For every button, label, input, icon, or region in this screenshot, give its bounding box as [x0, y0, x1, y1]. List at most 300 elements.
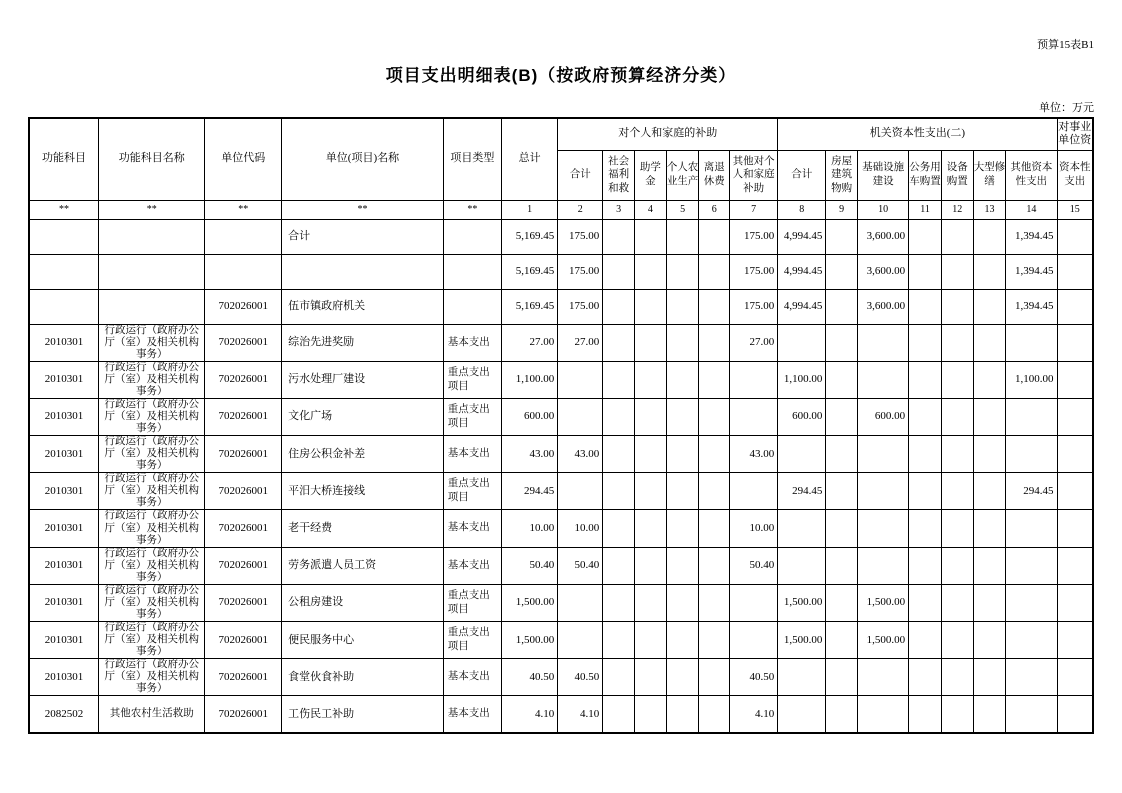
table-cell: 702026001: [205, 584, 282, 621]
table-cell: [1006, 436, 1057, 473]
header-group-row: [29, 118, 1093, 150]
table-cell: [558, 584, 603, 621]
table-cell: 702026001: [205, 696, 282, 733]
table-cell: 1,394.45: [1006, 289, 1057, 324]
header-institution-capital-top: 对事业单位资: [1057, 118, 1093, 150]
table-cell: [99, 254, 205, 289]
table-cell: [778, 436, 826, 473]
table-cell: [603, 361, 635, 398]
header-unit-project-name: 单位(项目)名称: [282, 118, 444, 200]
table-cell: 2010301: [29, 473, 99, 510]
table-cell: [941, 584, 973, 621]
column-number-cell: 13: [973, 200, 1006, 219]
table-cell: [699, 398, 730, 435]
table-cell: [826, 398, 858, 435]
table-cell: 文化广场: [282, 398, 444, 435]
table-cell: [1057, 361, 1093, 398]
table-cell: [1057, 219, 1093, 254]
table-cell: [29, 254, 99, 289]
header-equipment: 设备购置: [941, 150, 973, 200]
table-cell: 3,600.00: [858, 289, 909, 324]
column-number-cell: **: [282, 200, 444, 219]
table-cell: [973, 361, 1006, 398]
table-cell: [941, 289, 973, 324]
table-cell: 10.00: [558, 510, 603, 547]
table-cell: [973, 510, 1006, 547]
table-cell: [699, 584, 730, 621]
table-cell: [666, 473, 699, 510]
table-cell: [941, 254, 973, 289]
table-cell: 伍市镇政府机关: [282, 289, 444, 324]
table-cell: [666, 659, 699, 696]
table-cell: 702026001: [205, 289, 282, 324]
table-cell: [941, 547, 973, 584]
column-number-cell: 8: [778, 200, 826, 219]
column-number-cell: 7: [730, 200, 778, 219]
table-cell: 2010301: [29, 584, 99, 621]
table-cell: 1,100.00: [502, 361, 558, 398]
column-number-cell: **: [443, 200, 501, 219]
table-cell: [778, 510, 826, 547]
table-cell: [941, 696, 973, 733]
table-cell: 行政运行（政府办公厅（室）及相关机构事务）: [99, 547, 205, 584]
column-number-cell: **: [99, 200, 205, 219]
table-cell: 175.00: [558, 219, 603, 254]
table-cell: [666, 254, 699, 289]
table-cell: [1006, 324, 1057, 361]
header-project-type: 项目类型: [443, 118, 501, 200]
table-cell: 1,500.00: [778, 622, 826, 659]
table-row: [29, 584, 1093, 621]
table-cell: [858, 436, 909, 473]
table-cell: 175.00: [730, 254, 778, 289]
table-cell: [666, 584, 699, 621]
table-cell: [699, 254, 730, 289]
table-cell: [1006, 584, 1057, 621]
table-row: [29, 324, 1093, 361]
table-cell: [699, 289, 730, 324]
table-cell: [909, 696, 942, 733]
budget-table: [28, 117, 1094, 734]
table-cell: 4.10: [502, 696, 558, 733]
table-cell: [603, 473, 635, 510]
table-cell: 175.00: [558, 289, 603, 324]
table-cell: [826, 254, 858, 289]
table-cell: 行政运行（政府办公厅（室）及相关机构事务）: [99, 361, 205, 398]
table-cell: [909, 324, 942, 361]
table-cell: 重点支出项目: [443, 398, 501, 435]
table-cell: [603, 254, 635, 289]
table-cell: [282, 254, 444, 289]
header-code-row: [29, 200, 1093, 219]
table-cell: 合计: [282, 219, 444, 254]
table-cell: [826, 289, 858, 324]
table-cell: [666, 622, 699, 659]
table-cell: [603, 547, 635, 584]
table-cell: [730, 584, 778, 621]
table-cell: [1006, 659, 1057, 696]
table-cell: [1057, 324, 1093, 361]
table-cell: [443, 254, 501, 289]
table-cell: 重点支出项目: [443, 361, 501, 398]
table-cell: [973, 622, 1006, 659]
table-cell: [941, 659, 973, 696]
table-cell: 175.00: [730, 219, 778, 254]
table-cell: [941, 398, 973, 435]
table-cell: 食堂伙食补助: [282, 659, 444, 696]
table-cell: [635, 696, 667, 733]
header-retirement: 离退休费: [699, 150, 730, 200]
column-number-cell: 3: [603, 200, 635, 219]
table-cell: 175.00: [558, 254, 603, 289]
table-cell: [635, 398, 667, 435]
table-row: [29, 547, 1093, 584]
table-cell: [826, 547, 858, 584]
table-cell: 3,600.00: [858, 219, 909, 254]
table-cell: [730, 622, 778, 659]
table-cell: 3,600.00: [858, 254, 909, 289]
table-row: [29, 622, 1093, 659]
table-cell: [973, 436, 1006, 473]
table-cell: [909, 659, 942, 696]
table-cell: 600.00: [858, 398, 909, 435]
table-row: [29, 510, 1093, 547]
table-cell: 重点支出项目: [443, 622, 501, 659]
table-cell: 4,994.45: [778, 254, 826, 289]
table-cell: [973, 324, 1006, 361]
table-cell: [603, 398, 635, 435]
table-cell: [666, 398, 699, 435]
table-cell: 1,500.00: [858, 584, 909, 621]
table-cell: [666, 696, 699, 733]
header-personal-total: 合计: [558, 150, 603, 200]
table-cell: 行政运行（政府办公厅（室）及相关机构事务）: [99, 584, 205, 621]
table-cell: [973, 659, 1006, 696]
table-cell: [29, 289, 99, 324]
header-grand-total: 总计: [502, 118, 558, 200]
table-cell: [826, 584, 858, 621]
table-cell: 702026001: [205, 659, 282, 696]
table-cell: [1057, 254, 1093, 289]
table-cell: 2010301: [29, 510, 99, 547]
table-cell: 27.00: [502, 324, 558, 361]
page-title: 项目支出明细表(B)（按政府预算经济分类）: [385, 66, 737, 85]
column-number-cell: **: [205, 200, 282, 219]
table-cell: [778, 659, 826, 696]
table-cell: [603, 219, 635, 254]
header-grants: 助学金: [635, 150, 667, 200]
table-cell: 1,394.45: [1006, 254, 1057, 289]
table-cell: 4,994.45: [778, 289, 826, 324]
table-cell: [826, 436, 858, 473]
header-group-personal: 对个人和家庭的补助: [558, 118, 778, 150]
column-number-cell: 10: [858, 200, 909, 219]
table-cell: [1006, 547, 1057, 584]
table-cell: [858, 696, 909, 733]
table-cell: 基本支出: [443, 696, 501, 733]
table-cell: 4.10: [558, 696, 603, 733]
header-func-code: 功能科目: [29, 118, 99, 200]
table-cell: [826, 473, 858, 510]
table-cell: 175.00: [730, 289, 778, 324]
table-cell: 2010301: [29, 436, 99, 473]
table-cell: 行政运行（政府办公厅（室）及相关机构事务）: [99, 473, 205, 510]
table-cell: [973, 254, 1006, 289]
column-number-cell: 5: [666, 200, 699, 219]
table-cell: [909, 547, 942, 584]
table-cell: [603, 622, 635, 659]
table-cell: 702026001: [205, 510, 282, 547]
table-row: [29, 361, 1093, 398]
table-cell: 27.00: [730, 324, 778, 361]
table-cell: [1057, 436, 1093, 473]
table-cell: 40.50: [558, 659, 603, 696]
table-cell: [666, 436, 699, 473]
table-cell: [205, 219, 282, 254]
table-cell: [635, 622, 667, 659]
table-cell: [778, 547, 826, 584]
table-cell: 基本支出: [443, 436, 501, 473]
table-cell: 294.45: [1006, 473, 1057, 510]
table-cell: 2010301: [29, 324, 99, 361]
table-cell: [699, 219, 730, 254]
table-cell: [635, 547, 667, 584]
table-cell: [909, 289, 942, 324]
table-cell: [29, 219, 99, 254]
table-cell: [603, 324, 635, 361]
table-cell: [699, 361, 730, 398]
table-cell: [941, 473, 973, 510]
table-cell: [99, 289, 205, 324]
table-cell: [635, 659, 667, 696]
table-cell: [635, 254, 667, 289]
table-cell: [603, 436, 635, 473]
table-cell: [699, 473, 730, 510]
table-row: [29, 659, 1093, 696]
table-cell: [778, 696, 826, 733]
table-cell: [635, 289, 667, 324]
header-personal-agriculture: 个人农业生产: [666, 150, 699, 200]
table-cell: 5,169.45: [502, 254, 558, 289]
table-cell: 43.00: [558, 436, 603, 473]
table-cell: [666, 361, 699, 398]
table-row: [29, 398, 1093, 435]
table-cell: [826, 510, 858, 547]
header-institution-capital-bottom: 资本性支出: [1057, 150, 1093, 200]
table-cell: [941, 219, 973, 254]
table-cell: [941, 361, 973, 398]
table-cell: [1057, 584, 1093, 621]
table-cell: [699, 547, 730, 584]
table-row: [29, 436, 1093, 473]
table-cell: [826, 696, 858, 733]
table-cell: 行政运行（政府办公厅（室）及相关机构事务）: [99, 324, 205, 361]
table-cell: 2010301: [29, 547, 99, 584]
table-cell: 702026001: [205, 547, 282, 584]
table-cell: [635, 324, 667, 361]
header-official-vehicles: 公务用车购置: [909, 150, 942, 200]
table-cell: [1006, 398, 1057, 435]
table-cell: [1057, 398, 1093, 435]
table-cell: [826, 659, 858, 696]
table-cell: [973, 584, 1006, 621]
table-cell: 294.45: [778, 473, 826, 510]
column-number-cell: 9: [826, 200, 858, 219]
table-cell: 1,500.00: [778, 584, 826, 621]
table-cell: [205, 254, 282, 289]
table-cell: 294.45: [502, 473, 558, 510]
table-cell: 1,394.45: [1006, 219, 1057, 254]
column-number-cell: 11: [909, 200, 942, 219]
unit-note: 单位：万元: [1039, 102, 1094, 114]
table-cell: 其他农村生活救助: [99, 696, 205, 733]
table-cell: 综治先进奖励: [282, 324, 444, 361]
table-cell: [1006, 696, 1057, 733]
table-cell: [941, 436, 973, 473]
column-number-cell: 15: [1057, 200, 1093, 219]
table-cell: [730, 361, 778, 398]
table-cell: [909, 361, 942, 398]
table-cell: 2010301: [29, 361, 99, 398]
table-cell: 1,500.00: [858, 622, 909, 659]
table-cell: 公租房建设: [282, 584, 444, 621]
table-cell: [973, 547, 1006, 584]
table-cell: 基本支出: [443, 510, 501, 547]
table-cell: 2010301: [29, 398, 99, 435]
table-cell: [603, 584, 635, 621]
table-cell: [973, 696, 1006, 733]
table-cell: [973, 473, 1006, 510]
table-cell: [1057, 622, 1093, 659]
table-cell: [635, 361, 667, 398]
table-cell: 行政运行（政府办公厅（室）及相关机构事务）: [99, 436, 205, 473]
table-cell: 行政运行（政府办公厅（室）及相关机构事务）: [99, 510, 205, 547]
table-cell: [1057, 289, 1093, 324]
column-number-cell: 2: [558, 200, 603, 219]
table-cell: [603, 289, 635, 324]
table-cell: [941, 324, 973, 361]
table-cell: 702026001: [205, 473, 282, 510]
table-cell: [558, 622, 603, 659]
table-cell: 10.00: [730, 510, 778, 547]
header-unit-code: 单位代码: [205, 118, 282, 200]
table-cell: 600.00: [778, 398, 826, 435]
table-cell: 5,169.45: [502, 289, 558, 324]
table-cell: [826, 361, 858, 398]
table-cell: 基本支出: [443, 659, 501, 696]
table-cell: [558, 473, 603, 510]
table-cell: 重点支出项目: [443, 584, 501, 621]
table-cell: 基本支出: [443, 324, 501, 361]
table-cell: [858, 324, 909, 361]
table-cell: [699, 659, 730, 696]
table-cell: [635, 584, 667, 621]
table-cell: [858, 510, 909, 547]
table-cell: 2082502: [29, 696, 99, 733]
table-cell: [909, 510, 942, 547]
table-cell: 5,169.45: [502, 219, 558, 254]
table-cell: [909, 473, 942, 510]
table-cell: [666, 547, 699, 584]
header-major-repairs: 大型修缮: [973, 150, 1006, 200]
table-cell: 行政运行（政府办公厅（室）及相关机构事务）: [99, 622, 205, 659]
table-cell: [603, 696, 635, 733]
table-cell: 40.50: [730, 659, 778, 696]
table-cell: 40.50: [502, 659, 558, 696]
header-func-name: 功能科目名称: [99, 118, 205, 200]
table-cell: [666, 510, 699, 547]
table-row: [29, 289, 1093, 324]
table-cell: 工伤民工补助: [282, 696, 444, 733]
table-cell: [1057, 473, 1093, 510]
table-row: [29, 254, 1093, 289]
table-cell: [558, 398, 603, 435]
table-cell: [730, 473, 778, 510]
table-header: [29, 118, 1093, 219]
table-cell: [699, 622, 730, 659]
table-cell: [973, 219, 1006, 254]
table-cell: [603, 659, 635, 696]
table-cell: 便民服务中心: [282, 622, 444, 659]
table-cell: [699, 324, 730, 361]
table-cell: [973, 398, 1006, 435]
table-cell: 702026001: [205, 398, 282, 435]
table-cell: 600.00: [502, 398, 558, 435]
column-number-cell: 12: [941, 200, 973, 219]
table-cell: 2010301: [29, 659, 99, 696]
table-cell: 1,100.00: [778, 361, 826, 398]
table-cell: 1,100.00: [1006, 361, 1057, 398]
table-cell: [941, 622, 973, 659]
header-other-capital: 其他资本性支出: [1006, 150, 1057, 200]
table-cell: [1006, 510, 1057, 547]
header-group-capital: 机关资本性支出(二): [778, 118, 1057, 150]
table-cell: 老干经费: [282, 510, 444, 547]
table-cell: [699, 696, 730, 733]
header-buildings: 房屋建筑物购: [826, 150, 858, 200]
table-cell: [666, 219, 699, 254]
header-other-personal: 其他对个人和家庭补助: [730, 150, 778, 200]
table-cell: 2010301: [29, 622, 99, 659]
table-cell: 重点支出项目: [443, 473, 501, 510]
table-cell: 平汨大桥连接线: [282, 473, 444, 510]
table-cell: [635, 436, 667, 473]
table-cell: 4,994.45: [778, 219, 826, 254]
table-cell: [666, 324, 699, 361]
table-cell: [635, 510, 667, 547]
column-number-cell: 6: [699, 200, 730, 219]
table-cell: [858, 473, 909, 510]
header-infrastructure: 基础设施建设: [858, 150, 909, 200]
table-cell: 50.40: [558, 547, 603, 584]
table-cell: [1057, 510, 1093, 547]
table-cell: [1057, 696, 1093, 733]
table-cell: 1,500.00: [502, 622, 558, 659]
table-cell: [909, 219, 942, 254]
header-capital-total: 合计: [778, 150, 826, 200]
table-cell: [99, 219, 205, 254]
table-cell: 50.40: [502, 547, 558, 584]
table-cell: 行政运行（政府办公厅（室）及相关机构事务）: [99, 398, 205, 435]
table-cell: 702026001: [205, 622, 282, 659]
column-number-cell: 1: [502, 200, 558, 219]
table-cell: 住房公积金补差: [282, 436, 444, 473]
table-cell: [1057, 547, 1093, 584]
table-cell: [909, 254, 942, 289]
table-cell: [909, 398, 942, 435]
table-cell: [558, 361, 603, 398]
table-cell: 4.10: [730, 696, 778, 733]
